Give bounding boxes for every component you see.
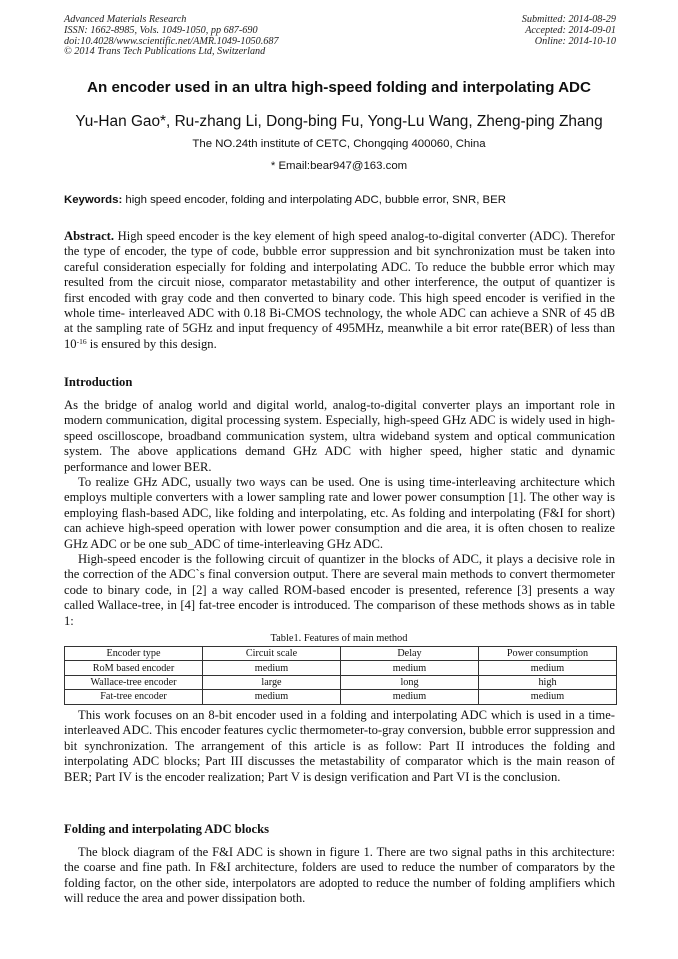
folding-section-heading: Folding and interpolating ADC blocks — [64, 822, 270, 836]
journal-header — [64, 15, 279, 58]
table-header-cell: Power consumption — [479, 647, 617, 661]
table-cell: long — [341, 675, 479, 689]
copyright-line: © 2014 Trans Tech Publications Ltd, Switzerland — [64, 46, 266, 58]
intro-paragraph-1: As the bridge of analog world and digital world, analog-to-digital converter plays an important role in modern communication, digital processing system. Especially, high-speed GHz ADC is widely used in high-speed oscilloscope, broadband communication system, ultra wideband system and optical communication system. The above applications demand GHz ADC with higher speed, higher static and dynamic performance and lower BER. — [64, 398, 615, 474]
table-cell: medium — [479, 661, 617, 675]
keywords-text: high speed encoder, folding and interpolating ADC, bubble error, SNR, BER — [122, 194, 506, 206]
dates-header — [522, 15, 616, 47]
table-cell: large — [203, 675, 341, 689]
abstract-tail: is ensured by this design. — [86, 336, 217, 351]
table-cell: medium — [203, 690, 341, 704]
corresponding-email[interactable]: * Email:bear947@163.com — [270, 160, 408, 172]
table-header-cell: Encoder type — [65, 647, 203, 661]
table-header-cell: Circuit scale — [203, 647, 341, 661]
table-cell: Fat-tree encoder — [65, 690, 203, 704]
folding-paragraph-1: The block diagram of the F&I ADC is shown in figure 1. There are two signal paths in this architecture: the coarse and fine path. In F&I architecture, folders are used to reduce the number of comparators by the folding factor, on the other side, interpolators are adopted to reduce the number of folding amplifiers which will reduce the area and power dissipation both. — [64, 845, 615, 906]
introduction-body — [64, 398, 615, 629]
table-cell: medium — [479, 690, 617, 704]
abstract — [64, 229, 615, 352]
abstract-exponent: -16 — [76, 336, 87, 346]
abstract-label: Abstract. — [64, 229, 115, 243]
table-cell: medium — [203, 661, 341, 675]
keywords-label: Keywords: — [64, 194, 123, 206]
intro-paragraph-4: This work focuses on an 8-bit encoder used in a folding and interpolating ADC which is used in a time-interleaved ADC. This encoder features cyclic thermometer-to-gray conversion, bubble error suppression and bit synchronization. The arrangement of this article is as follow: Part II introduces the folding and interpolating ADC blocks; Part III discusses the metastability of comparator which is the main reason of BER; Part IV is the encoder realization; Part V is design verification and Part VI is the conclusion. — [64, 708, 616, 784]
intro-paragraph-3: High-speed encoder is the following circuit of quantizer in the blocks of ADC, it plays a decisive role in the correction of the ADC`s final conversion output. There are several main methods to convert thermometer code to binary code, in [2] a way called ROM-based encoder is presented, reference [3] presents a way called Wallace-tree, in [4] fat-tree encoder is introduced. The comparison of these methods shows as in table 1: — [64, 552, 615, 628]
table-cell: RoM based encoder — [65, 661, 203, 675]
table-cell: medium — [341, 690, 479, 704]
methods-table — [64, 646, 617, 705]
author-list: Yu-Han Gao*, Ru-zhang Li, Dong-bing Fu, Yong-Lu Wang, Zheng-ping Zhang — [75, 113, 603, 130]
journal-name: Advanced Materials Research — [64, 14, 187, 25]
intro-paragraph-2: To realize GHz ADC, usually two ways can be used. One is using time-interleaving architecture which employs multiple converters with a lower sampling rate and lower power consumption [1]. The other way is employing flash-based ADC, like folding and interpolating, etc. As folding and interpolating (F&I for short) can achieve high-speed operation with lower power consumption and die area, it is often chosen to realize GHz ADC or be one sub_ADC of time-interleaving GHz ADC. — [64, 475, 615, 551]
table-row — [65, 675, 617, 689]
issn-line: ISSN: 1662-8985, Vols. 1049-1050, pp 687-690 — [64, 24, 258, 36]
table-header-cell: Delay — [341, 647, 479, 661]
table-caption: Table1. Features of main method — [270, 633, 408, 644]
online-date: Online: 2014-10-10 — [534, 35, 616, 47]
table-row — [65, 661, 617, 675]
doi-line[interactable]: doi:10.4028/www.scientific.net/AMR.1049-1050.687 — [64, 35, 279, 47]
table-cell: high — [479, 675, 617, 689]
introduction-heading: Introduction — [64, 375, 133, 389]
abstract-text: High speed encoder is the key element of high speed analog-to-digital converter (ADC). Therefor the type of encoder, the type of code, bubble error suppression and bit synchronization must be taken into careful consideration especially for folding and interpolating ADC. To reduce the bubble error which may resulted from the circuit niose, comparator metastability and other interference, the output of quantizer is first encoded with gray code and then converted to binary code. This high speed encoder is verified in the whole time- interleaved ADC with 0.18 Bi-CMOS technology, the whole ADC can achieve a SNR of 45 dB at the sampling rate of 5GHz and input frequency of 495MHz, meanwhile a bit error rate(BER) of less than 10 — [64, 229, 615, 351]
paper-title: An encoder used in an ultra high-speed folding and interpolating ADC — [86, 79, 591, 96]
table-cell: medium — [341, 661, 479, 675]
table-header-row — [65, 647, 617, 661]
table-cell: Wallace-tree encoder — [65, 675, 203, 689]
accepted-date: Accepted: 2014-09-01 — [525, 24, 616, 36]
affiliation: The NO.24th institute of CETC, Chongqing 400060, China — [192, 138, 486, 150]
keywords — [64, 194, 624, 206]
table-row — [65, 690, 617, 704]
submitted-date: Submitted: 2014-08-29 — [521, 14, 616, 25]
